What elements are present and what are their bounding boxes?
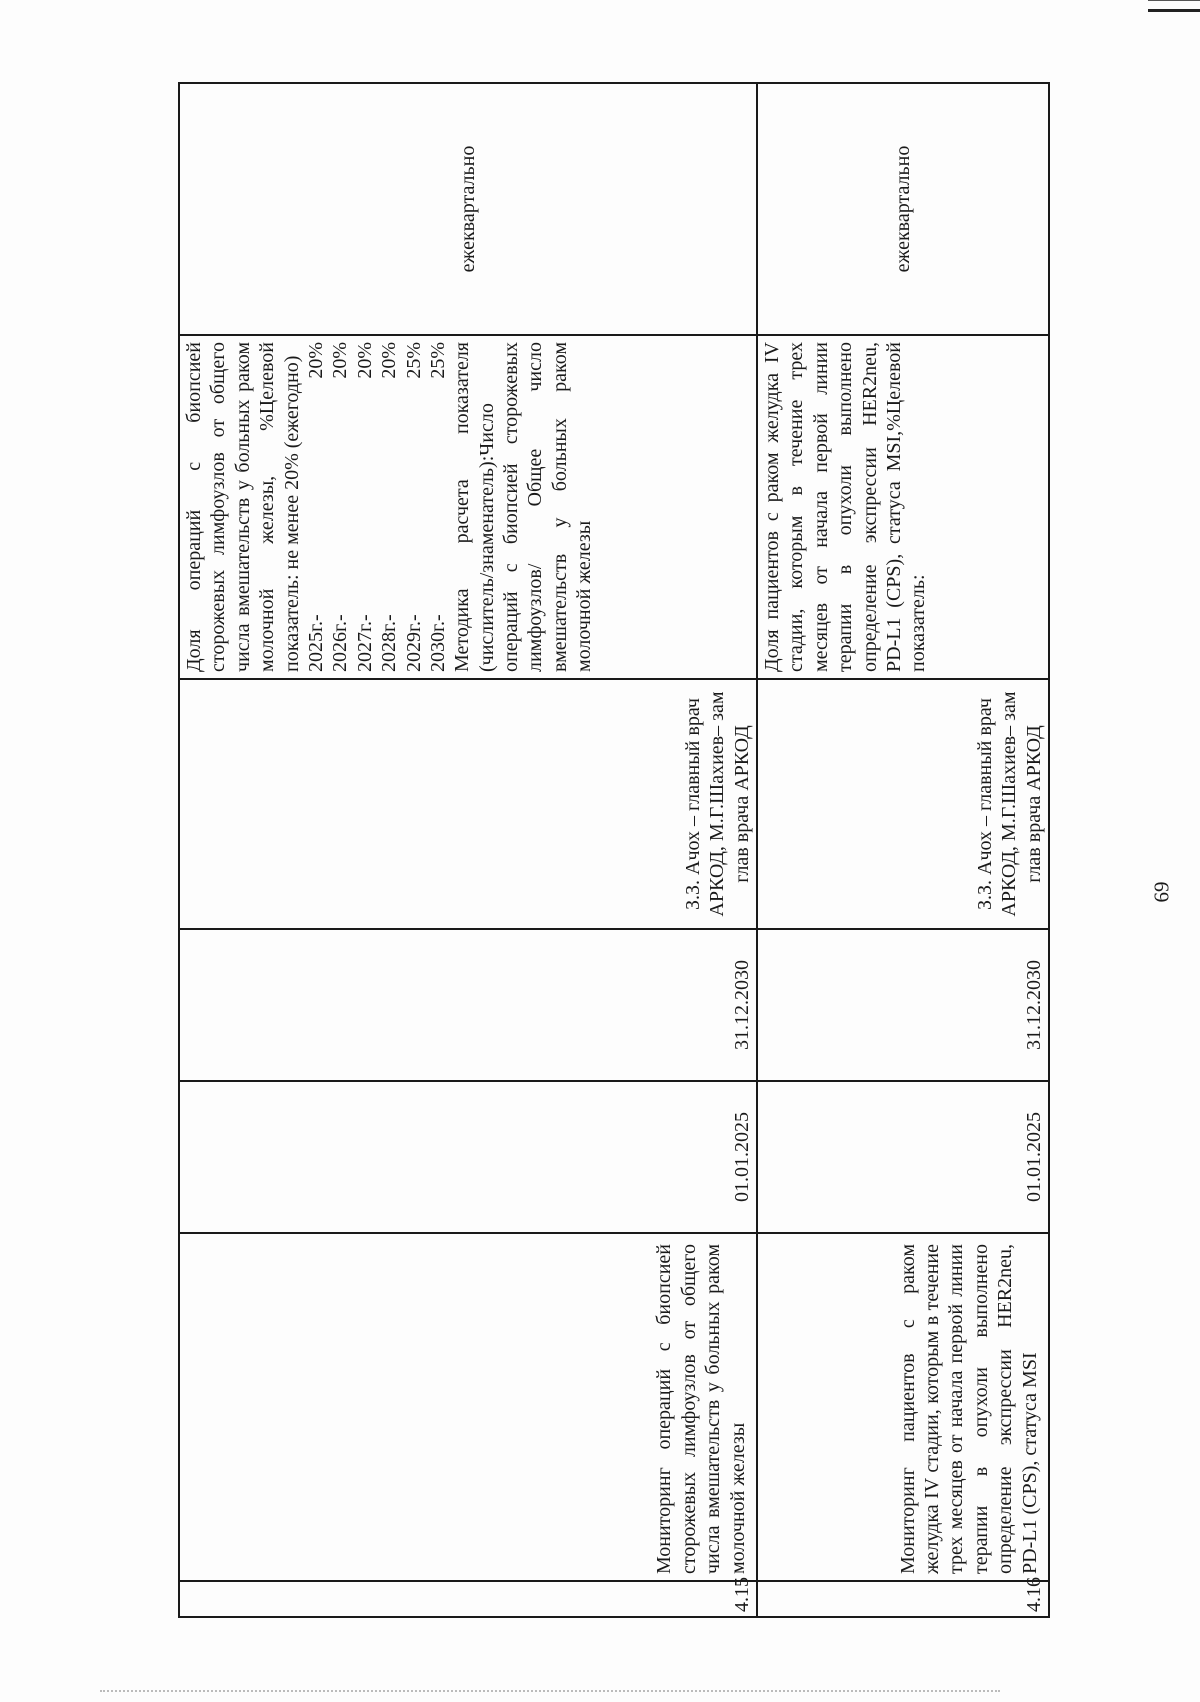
target-indicator [179, 335, 757, 679]
table-row [757, 83, 1049, 1617]
target-year: 2026г.- [329, 614, 352, 672]
table-row [179, 83, 757, 1617]
responsible-persons: З.З. Ачох – главный врач АРКОД, М.Г.Шахиев– зам глав врача АРКОД [179, 679, 757, 929]
target-year-row [402, 342, 426, 672]
measure-description: Мониторинг операций с биопсией сторожевых лимфоузлов от общего числа вмешательств у больных раком молочной железы [179, 1233, 757, 1581]
target-year-row [328, 342, 352, 672]
target-year-row [304, 342, 328, 672]
periodicity: ежеквартально [179, 83, 757, 335]
target-value: 25% [426, 342, 449, 379]
target-year: 2030г.- [426, 614, 449, 672]
end-date: 31.12.2030 [179, 929, 757, 1081]
row-number: 4.16 [757, 1581, 1049, 1617]
indicator-intro: Доля пациентов с раком желудка IV стадии, которым в течение трех месяцев от начала первой линии терапии в опухоли выполнено определение экспрессии HER2neu, PD-L1 (CPS), статуса MSI,%Целевой показатель: [761, 342, 930, 672]
target-value: 25% [402, 342, 425, 379]
target-year: 2029г.- [402, 614, 425, 672]
target-year-row [426, 342, 450, 672]
indicator-intro: Доля операций с биопсией сторожевых лимфоузлов от общего числа вмешательств у больных раком молочной железы, %Целевой показатель: не менее 20% (ежегодно) [183, 342, 303, 672]
target-year-row [377, 342, 401, 672]
periodicity: ежеквартально [757, 83, 1049, 335]
page-number: 69 [1149, 881, 1174, 903]
scan-edge-mark [1148, 0, 1200, 12]
measures-table [178, 82, 1050, 1618]
rotated-page-content [178, 84, 1048, 1618]
target-year: 2028г.- [378, 614, 401, 672]
start-date: 01.01.2025 [757, 1081, 1049, 1233]
scan-edge-dots [100, 1690, 1000, 1692]
target-year: 2025г.- [304, 614, 327, 672]
target-year-row [353, 342, 377, 672]
target-value: 20% [353, 342, 376, 379]
target-value: 20% [304, 342, 327, 379]
measure-description: Мониторинг пациентов с раком желудка IV стадии, которым в течение трех месяцев от начала первой линии терапии в опухоли выполнено определение экспрессии HER2neu, PD-L1 (CPS), статуса MSI [757, 1233, 1049, 1581]
start-date: 01.01.2025 [179, 1081, 757, 1233]
target-value: 20% [378, 342, 401, 379]
target-value: 20% [329, 342, 352, 379]
target-indicator [757, 335, 1049, 679]
calculation-method: Методика расчета показателя (числитель/знаменатель):Число операций с биопсией сторожевых лимфоузлов/ Общее число вмешательств у больных раком молочной железы [451, 342, 596, 672]
end-date: 31.12.2030 [757, 929, 1049, 1081]
target-year: 2027г.- [353, 614, 376, 672]
row-number: 4.15 [179, 1581, 757, 1617]
responsible-persons: З.З. Ачох – главный врач АРКОД, М.Г.Шахиев– зам глав врача АРКОД [757, 679, 1049, 929]
